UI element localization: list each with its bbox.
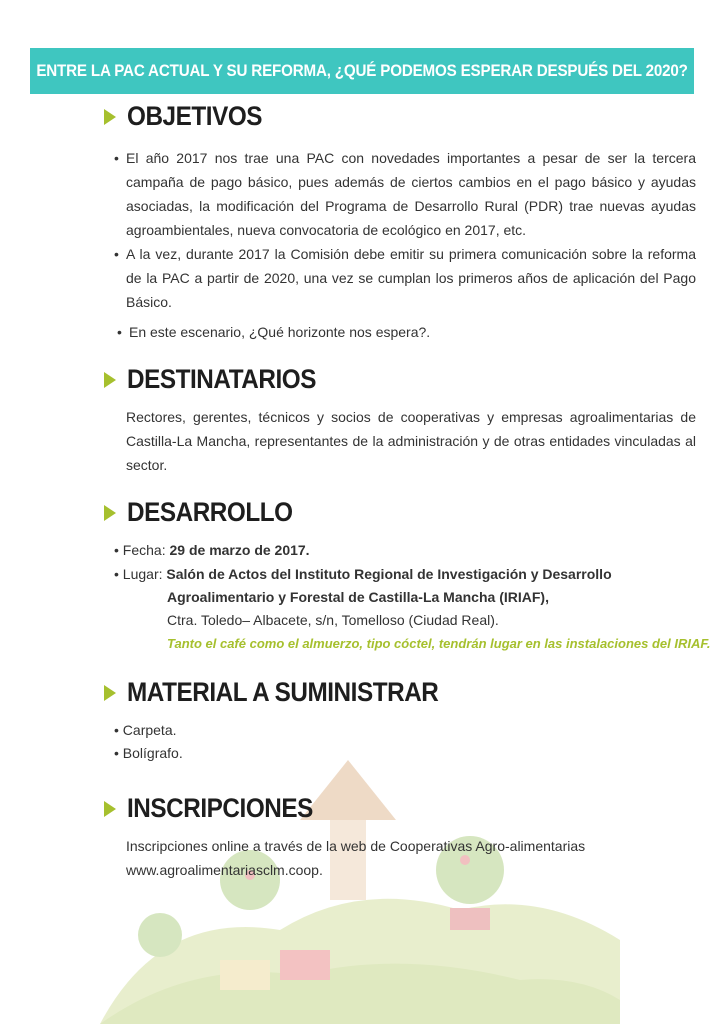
section-title: INSCRIPCIONES (127, 793, 313, 823)
lugar-label: Lugar: (122, 566, 163, 582)
section-title: DESTINATARIOS (127, 364, 317, 394)
bullet-dot: • (114, 542, 119, 558)
section-material-heading (104, 677, 473, 708)
material-item (114, 719, 177, 742)
desarrollo-fecha (114, 539, 310, 562)
material-item-text: Carpeta. (122, 722, 177, 738)
bullet-dot: • (114, 150, 119, 166)
triangle-bullet-icon (104, 801, 116, 817)
triangle-bullet-icon (104, 685, 116, 701)
banner-title: ENTRE LA PAC ACTUAL Y SU REFORMA, ¿QUÉ PODEMOS ESPERAR DESPUÉS DEL 2020? (36, 61, 688, 80)
desarrollo-note: Tanto el café como el almuerzo, tipo cóctel, tendrán lugar en las instalaciones del IRIAF. (167, 636, 711, 651)
lugar-line-2: Agroalimentario y Forestal de Castilla-La Mancha (IRIAF), (167, 589, 549, 605)
fecha-value: 29 de marzo de 2017. (169, 542, 310, 558)
section-desarrollo-heading (104, 497, 311, 528)
bullet-dot: • (117, 324, 122, 340)
bullet-dot: • (114, 722, 119, 738)
section-title: DESARROLLO (127, 497, 293, 527)
material-item (114, 742, 183, 765)
triangle-bullet-icon (104, 109, 116, 125)
bullet-text: El año 2017 nos trae una PAC con novedades importantes a pesar de ser la tercera campaña de pago básico, pues además de ciertos cambios en el pago básico y ayudas asociadas, la modificación del Programa de Desarrollo Rural (PDR) trae nuevas ayudas agroambientales, nueva convocatoria de ecológico en 2017, etc. (126, 150, 696, 238)
bullet-dot: • (114, 745, 119, 761)
desarrollo-lugar (114, 563, 612, 586)
section-destinatarios-heading (104, 364, 337, 395)
lugar-line-3: Ctra. Toledo– Albacete, s/n, Tomelloso (Ciudad Real). (167, 612, 499, 628)
inscripciones-link[interactable]: www.agroalimentariasclm.coop. (126, 862, 323, 878)
bullet-text: A la vez, durante 2017 la Comisión debe emitir su primera comunicación sobre la reforma de la PAC a partir de 2020, una vez se cumplan los primeros años de aplicación del Pago Básico. (126, 246, 696, 310)
section-title: OBJETIVOS (127, 101, 263, 131)
objetivos-bullet-1 (114, 146, 696, 242)
triangle-bullet-icon (104, 372, 116, 388)
bullet-text: En este escenario, ¿Qué horizonte nos espera?. (129, 324, 431, 340)
header-banner (30, 48, 694, 94)
section-inscripciones-heading (104, 793, 334, 824)
fecha-label: Fecha: (122, 542, 166, 558)
lugar-line-1: Salón de Actos del Instituto Regional de Investigación y Desarrollo (166, 566, 612, 582)
section-title: MATERIAL A SUMINISTRAR (127, 677, 439, 707)
inscripciones-line-1: Inscripciones online a través de la web de Cooperativas Agro-alimentarias (126, 838, 586, 854)
triangle-bullet-icon (104, 505, 116, 521)
bullet-dot: • (114, 566, 119, 582)
material-item-text: Bolígrafo. (122, 745, 183, 761)
section-objetivos-heading (104, 101, 277, 132)
objetivos-bullet-3 (117, 320, 699, 344)
objetivos-bullet-2 (114, 242, 696, 314)
destinatarios-text: Rectores, gerentes, técnicos y socios de cooperativas y empresas agroalimentarias de Castilla-La Mancha, representantes de la administración y de otras entidades vinculadas al sector. (126, 409, 696, 473)
bullet-dot: • (114, 246, 119, 262)
